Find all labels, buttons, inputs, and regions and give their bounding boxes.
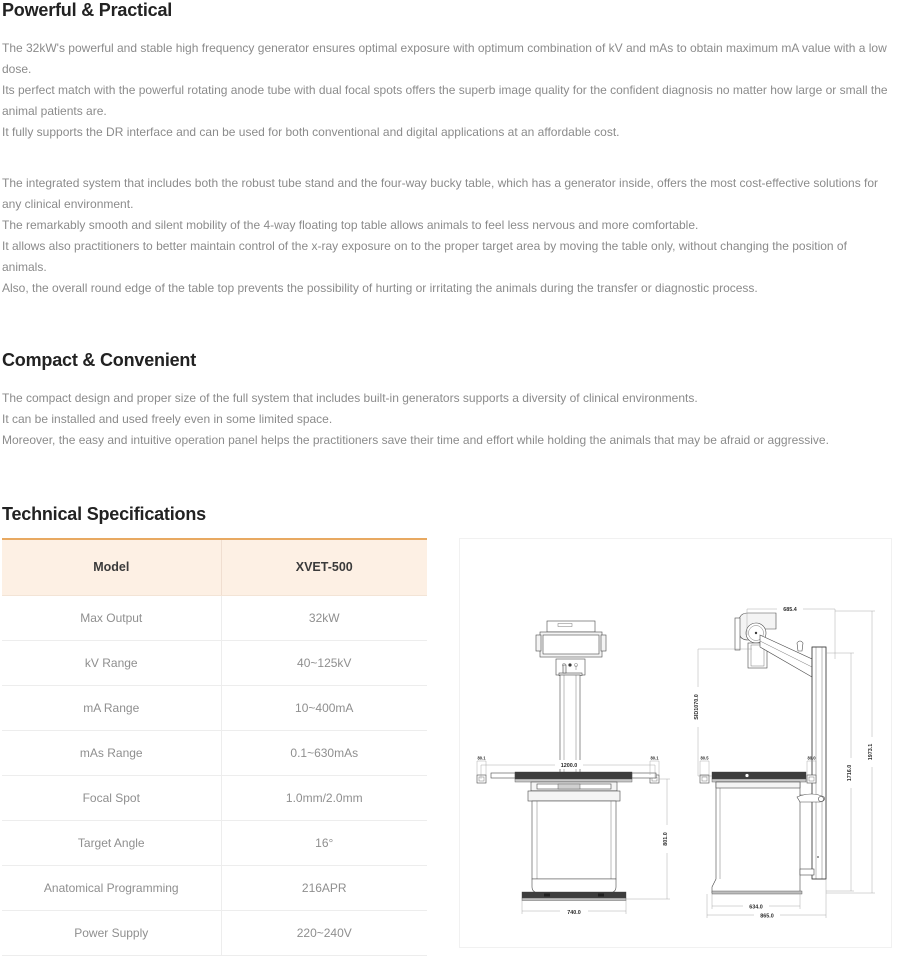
column-header-value: XVET-500 [221,539,427,595]
dim-table-width: 1200.0 [560,763,578,769]
paragraph-group-powerful [2,38,892,143]
page-title-specs: Technical Specifications [2,504,206,524]
paragraph-group-compact [2,388,892,451]
table-row [2,595,427,640]
spec-value: 10~400mA [221,685,427,730]
section-powerful-practical [0,0,900,299]
spec-table-body [2,595,427,955]
paragraph-text: The integrated system that includes both the robust tube stand and the four-way bucky table, which has a generator inside, offers the most cost-effective solutions for any clinical environment. [2,176,879,211]
table-row [2,730,427,775]
spec-table [2,538,427,956]
spec-value: 32kW [221,595,427,640]
dim-side-edge-right: 80.0 [807,755,816,761]
spec-value: 0.1~630mAs [221,730,427,775]
spec-value: 16° [221,820,427,865]
table-row [2,910,427,955]
paragraph-text: Its perfect match with the powerful rotating anode tube with dual focal spots offers the superb image quality for the confident diagnosis no matter how large or small the animal patients are. [2,83,888,118]
spec-value: 40~125kV [221,640,427,685]
paragraph-text: The compact design and proper size of the full system that includes built-in generators supports a diversity of clinical environments. [2,391,698,405]
dim-height-total: 1973.1 [868,743,874,761]
spec-label: Power Supply [2,910,221,955]
spec-table-head [2,539,427,595]
side-view-drawing [693,604,877,920]
page-title-compact: Compact & Convenient [2,350,197,370]
spec-value: 1.0mm/2.0mm [221,775,427,820]
front-view-drawing [477,621,672,916]
spec-label: mAs Range [2,730,221,775]
dim-edge-right: 80.1 [650,755,659,761]
paragraph-group-integrated [2,173,892,299]
spacer [2,143,892,173]
spec-label: mA Range [2,685,221,730]
technical-drawing-panel [459,538,892,948]
table-row [2,775,427,820]
table-row [2,820,427,865]
dim-overall-depth: 865.0 [760,913,774,920]
section-technical-specifications [0,504,900,956]
dim-edge-left: 80.1 [477,755,486,761]
specs-area [2,538,892,956]
spec-label: Max Output [2,595,221,640]
paragraph-text: It fully supports the DR interface and can be used for both conventional and digital applications at an affordable cost. [2,125,620,139]
table-row [2,865,427,910]
dim-sid: SID1070.0 [694,694,700,720]
column-header-model: Model [2,539,221,595]
spec-label: Anatomical Programming [2,865,221,910]
paragraph-text: Moreover, the easy and intuitive operation panel helps the practitioners save their time and effort while holding the animals that may be afraid or aggressive. [2,433,829,447]
spec-label: Target Angle [2,820,221,865]
table-row [2,640,427,685]
page-title-powerful: Powerful & Practical [2,0,173,20]
table-row [2,685,427,730]
spec-label: kV Range [2,640,221,685]
dim-base-width: 740.0 [567,910,581,916]
table-header-row [2,539,427,595]
dim-side-edge-left: 80.5 [700,755,709,761]
dim-height-mid: 1716.0 [847,764,853,782]
dim-under-height: 801.0 [663,832,669,846]
spec-value: 216APR [221,865,427,910]
dim-arm-reach: 685.4 [783,607,797,613]
paragraph-text: It can be installed and used freely even in some limited space. [2,412,333,426]
technical-drawing-svg [460,539,891,947]
paragraph-text: The 32kW's powerful and stable high frequency generator ensures optimal exposure with optimum combination of kV and mAs to obtain maximum mA value with a low dose. [2,41,887,76]
spec-value: 220~240V [221,910,427,955]
paragraph-text: Also, the overall round edge of the table top prevents the possibility of hurting or irritating the animals during the transfer or diagnostic process. [2,281,758,295]
paragraph-text: The remarkably smooth and silent mobility of the 4-way floating top table allows animals to feel less nervous and more comfortable. [2,218,699,232]
paragraph-text: It allows also practitioners to better maintain control of the x-ray exposure on to the proper target area by moving the table only, without changing the position of animals. [2,239,847,274]
dim-base-depth: 634.0 [749,904,763,911]
section-compact-convenient [0,350,900,451]
spec-label: Focal Spot [2,775,221,820]
